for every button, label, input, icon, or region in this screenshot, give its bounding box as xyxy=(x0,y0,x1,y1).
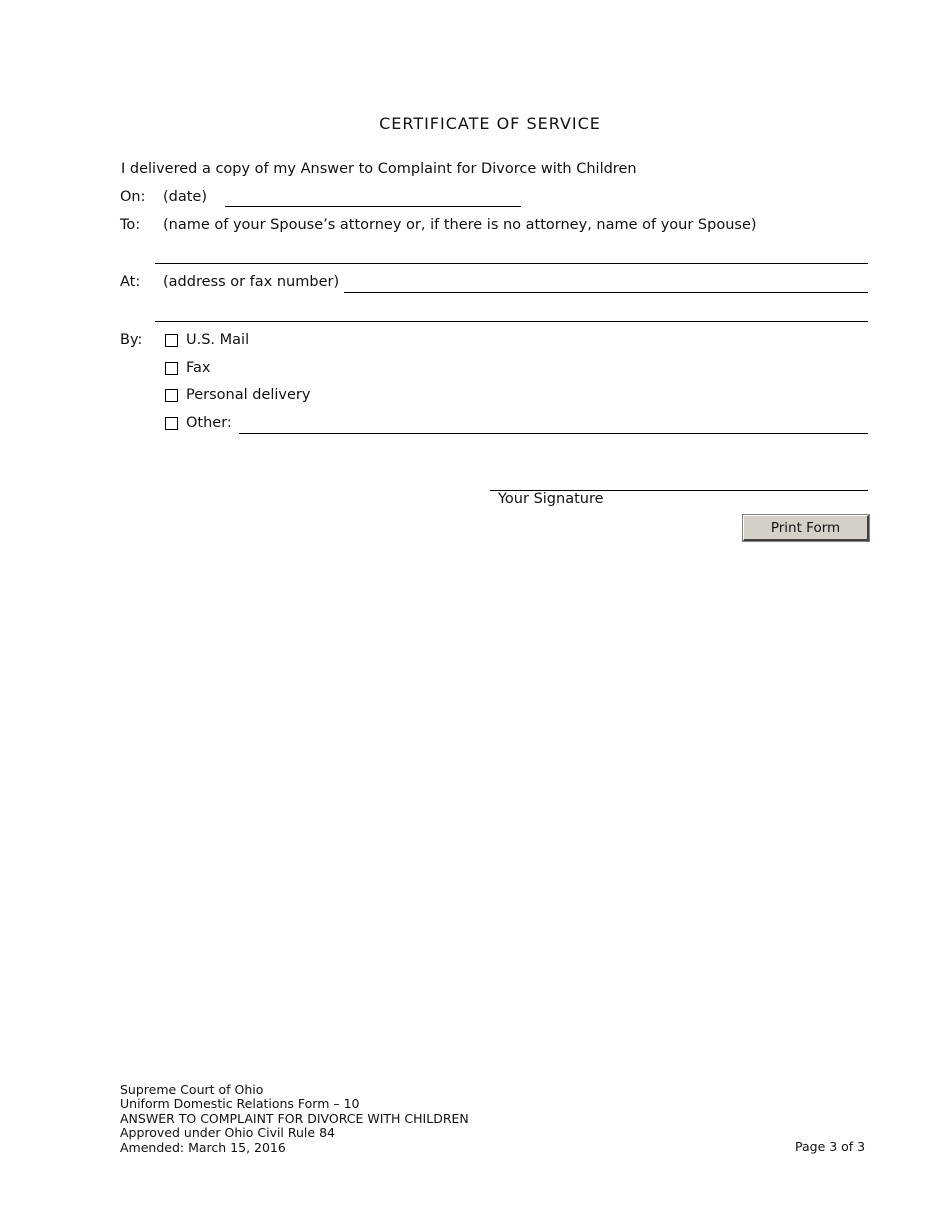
personal-delivery-label: Personal delivery xyxy=(186,387,311,403)
fax-label: Fax xyxy=(186,360,211,376)
footer-amended-date: Amended: March 15, 2016 xyxy=(120,1139,286,1155)
at-label: At: xyxy=(120,274,141,290)
other-method-field[interactable] xyxy=(239,433,868,434)
personal-delivery-checkbox[interactable] xyxy=(165,389,178,402)
on-label: On: xyxy=(120,189,146,205)
footer-form-number: Uniform Domestic Relations Form – 10 xyxy=(120,1096,360,1112)
footer-form-title: ANSWER TO COMPLAINT FOR DIVORCE WITH CHILDREN xyxy=(120,1110,469,1126)
by-label: By: xyxy=(120,332,143,348)
us-mail-checkbox[interactable] xyxy=(165,334,178,347)
intro-statement: I delivered a copy of my Answer to Complaint for Divorce with Children xyxy=(121,161,637,177)
page-title: CERTIFICATE OF SERVICE xyxy=(379,114,601,133)
recipient-hint: (name of your Spouse’s attorney or, if there is no attorney, name of your Spouse) xyxy=(163,217,757,233)
recipient-name-field[interactable] xyxy=(155,263,868,264)
other-label: Other: xyxy=(186,415,232,431)
us-mail-label: U.S. Mail xyxy=(186,332,250,348)
other-checkbox[interactable] xyxy=(165,417,178,430)
address-hint: (address or fax number) xyxy=(163,274,340,290)
footer-info xyxy=(120,1083,469,1155)
fax-checkbox[interactable] xyxy=(165,362,178,375)
print-form-button[interactable]: Print Form xyxy=(743,515,869,541)
date-hint: (date) xyxy=(163,189,208,205)
to-label: To: xyxy=(120,217,141,233)
address-field[interactable] xyxy=(344,292,868,293)
signature-label: Your Signature xyxy=(498,491,604,507)
address-field-line-2[interactable] xyxy=(155,321,868,322)
footer-approval: Approved under Ohio Civil Rule 84 xyxy=(120,1125,335,1141)
date-field[interactable] xyxy=(225,206,521,207)
footer-court: Supreme Court of Ohio xyxy=(120,1082,264,1097)
page-number: Page 3 of 3 xyxy=(795,1139,866,1154)
